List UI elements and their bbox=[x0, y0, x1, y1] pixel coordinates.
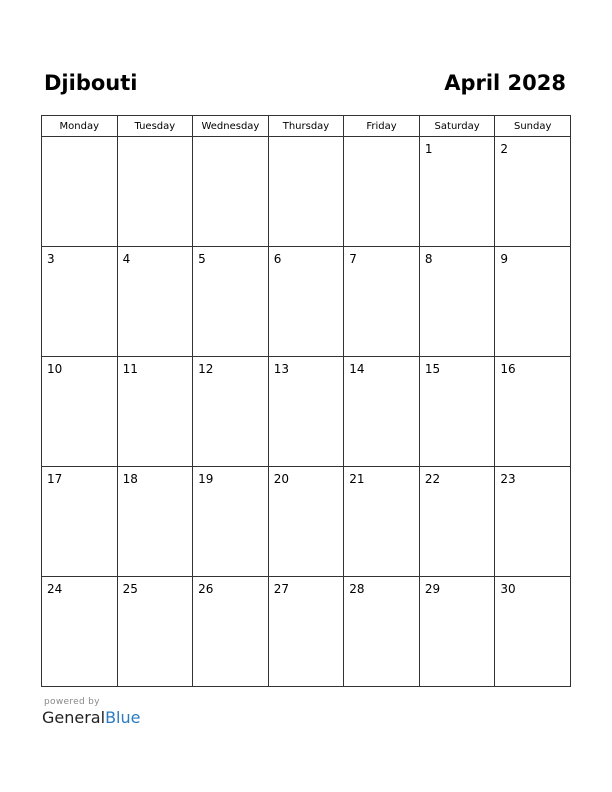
weekday-thursday: Thursday bbox=[268, 116, 344, 137]
day-number: 6 bbox=[273, 252, 282, 266]
weekday-header-row bbox=[42, 116, 571, 137]
day-number: 26 bbox=[198, 582, 214, 596]
week-row bbox=[42, 577, 571, 687]
brand-name-part1: General bbox=[42, 708, 106, 727]
day-number: 28 bbox=[349, 582, 365, 596]
weekday-tuesday: Tuesday bbox=[117, 116, 193, 137]
day-cell bbox=[419, 467, 495, 577]
weekday-sunday: Sunday bbox=[495, 116, 571, 137]
day-cell bbox=[117, 137, 193, 247]
day-cell bbox=[117, 247, 193, 357]
week-row bbox=[42, 247, 571, 357]
day-number: 4 bbox=[122, 252, 131, 266]
day-cell bbox=[268, 467, 344, 577]
week-row bbox=[42, 357, 571, 467]
day-cell bbox=[419, 137, 495, 247]
day-cell bbox=[117, 467, 193, 577]
day-cell bbox=[344, 357, 420, 467]
day-cell bbox=[42, 467, 118, 577]
weekday-monday: Monday bbox=[42, 116, 118, 137]
day-number bbox=[118, 137, 193, 142]
day-number: 15 bbox=[424, 362, 441, 376]
day-number: 12 bbox=[198, 362, 214, 376]
day-number bbox=[193, 137, 268, 142]
day-number: 30 bbox=[500, 582, 516, 596]
day-cell bbox=[42, 247, 118, 357]
day-number: 10 bbox=[47, 362, 63, 376]
day-number bbox=[344, 137, 419, 142]
day-number: 24 bbox=[47, 582, 63, 596]
day-cell bbox=[344, 247, 420, 357]
day-cell bbox=[193, 137, 269, 247]
day-number bbox=[269, 137, 344, 142]
day-cell bbox=[495, 357, 571, 467]
calendar-grid bbox=[41, 115, 571, 687]
day-cell bbox=[344, 467, 420, 577]
day-number: 8 bbox=[424, 252, 433, 266]
weekday-saturday: Saturday bbox=[419, 116, 495, 137]
day-number: 5 bbox=[198, 252, 206, 266]
day-number: 18 bbox=[122, 472, 138, 486]
day-cell bbox=[344, 137, 420, 247]
day-number: 2 bbox=[500, 142, 509, 156]
day-cell bbox=[117, 577, 193, 687]
day-number: 1 bbox=[424, 142, 433, 156]
day-cell bbox=[268, 247, 344, 357]
day-cell bbox=[193, 247, 269, 357]
day-cell bbox=[495, 137, 571, 247]
day-number: 11 bbox=[122, 362, 138, 376]
day-number: 3 bbox=[47, 252, 55, 266]
day-number: 27 bbox=[273, 582, 289, 596]
day-cell bbox=[42, 137, 118, 247]
day-cell bbox=[268, 577, 344, 687]
day-cell bbox=[268, 357, 344, 467]
day-cell bbox=[419, 247, 495, 357]
day-number: 22 bbox=[424, 472, 441, 486]
day-cell bbox=[193, 577, 269, 687]
week-row bbox=[42, 137, 571, 247]
day-number bbox=[42, 137, 117, 142]
brand-name-part2: Blue bbox=[105, 708, 141, 727]
day-number: 20 bbox=[273, 472, 289, 486]
month-year-title: April 2028 bbox=[444, 71, 566, 95]
day-cell bbox=[42, 577, 118, 687]
day-cell bbox=[42, 357, 118, 467]
day-number: 21 bbox=[349, 472, 365, 486]
day-cell bbox=[419, 577, 495, 687]
day-cell bbox=[495, 577, 571, 687]
day-cell bbox=[193, 357, 269, 467]
day-cell bbox=[117, 357, 193, 467]
weekday-friday: Friday bbox=[344, 116, 420, 137]
day-number: 7 bbox=[349, 252, 357, 266]
week-row bbox=[42, 467, 571, 577]
day-cell bbox=[419, 357, 495, 467]
country-title: Djibouti bbox=[44, 71, 138, 95]
weekday-wednesday: Wednesday bbox=[193, 116, 269, 137]
day-number: 9 bbox=[500, 252, 509, 266]
day-number: 25 bbox=[122, 582, 138, 596]
brand-logo[interactable] bbox=[42, 708, 140, 727]
day-cell bbox=[344, 577, 420, 687]
day-number: 13 bbox=[273, 362, 289, 376]
day-number: 23 bbox=[500, 472, 516, 486]
powered-by-label: powered by bbox=[44, 697, 100, 707]
day-cell bbox=[193, 467, 269, 577]
day-cell bbox=[495, 247, 571, 357]
day-number: 14 bbox=[349, 362, 365, 376]
day-number: 16 bbox=[500, 362, 516, 376]
day-number: 19 bbox=[198, 472, 214, 486]
day-cell bbox=[268, 137, 344, 247]
day-number: 29 bbox=[424, 582, 441, 596]
day-number: 17 bbox=[47, 472, 63, 486]
day-cell bbox=[495, 467, 571, 577]
